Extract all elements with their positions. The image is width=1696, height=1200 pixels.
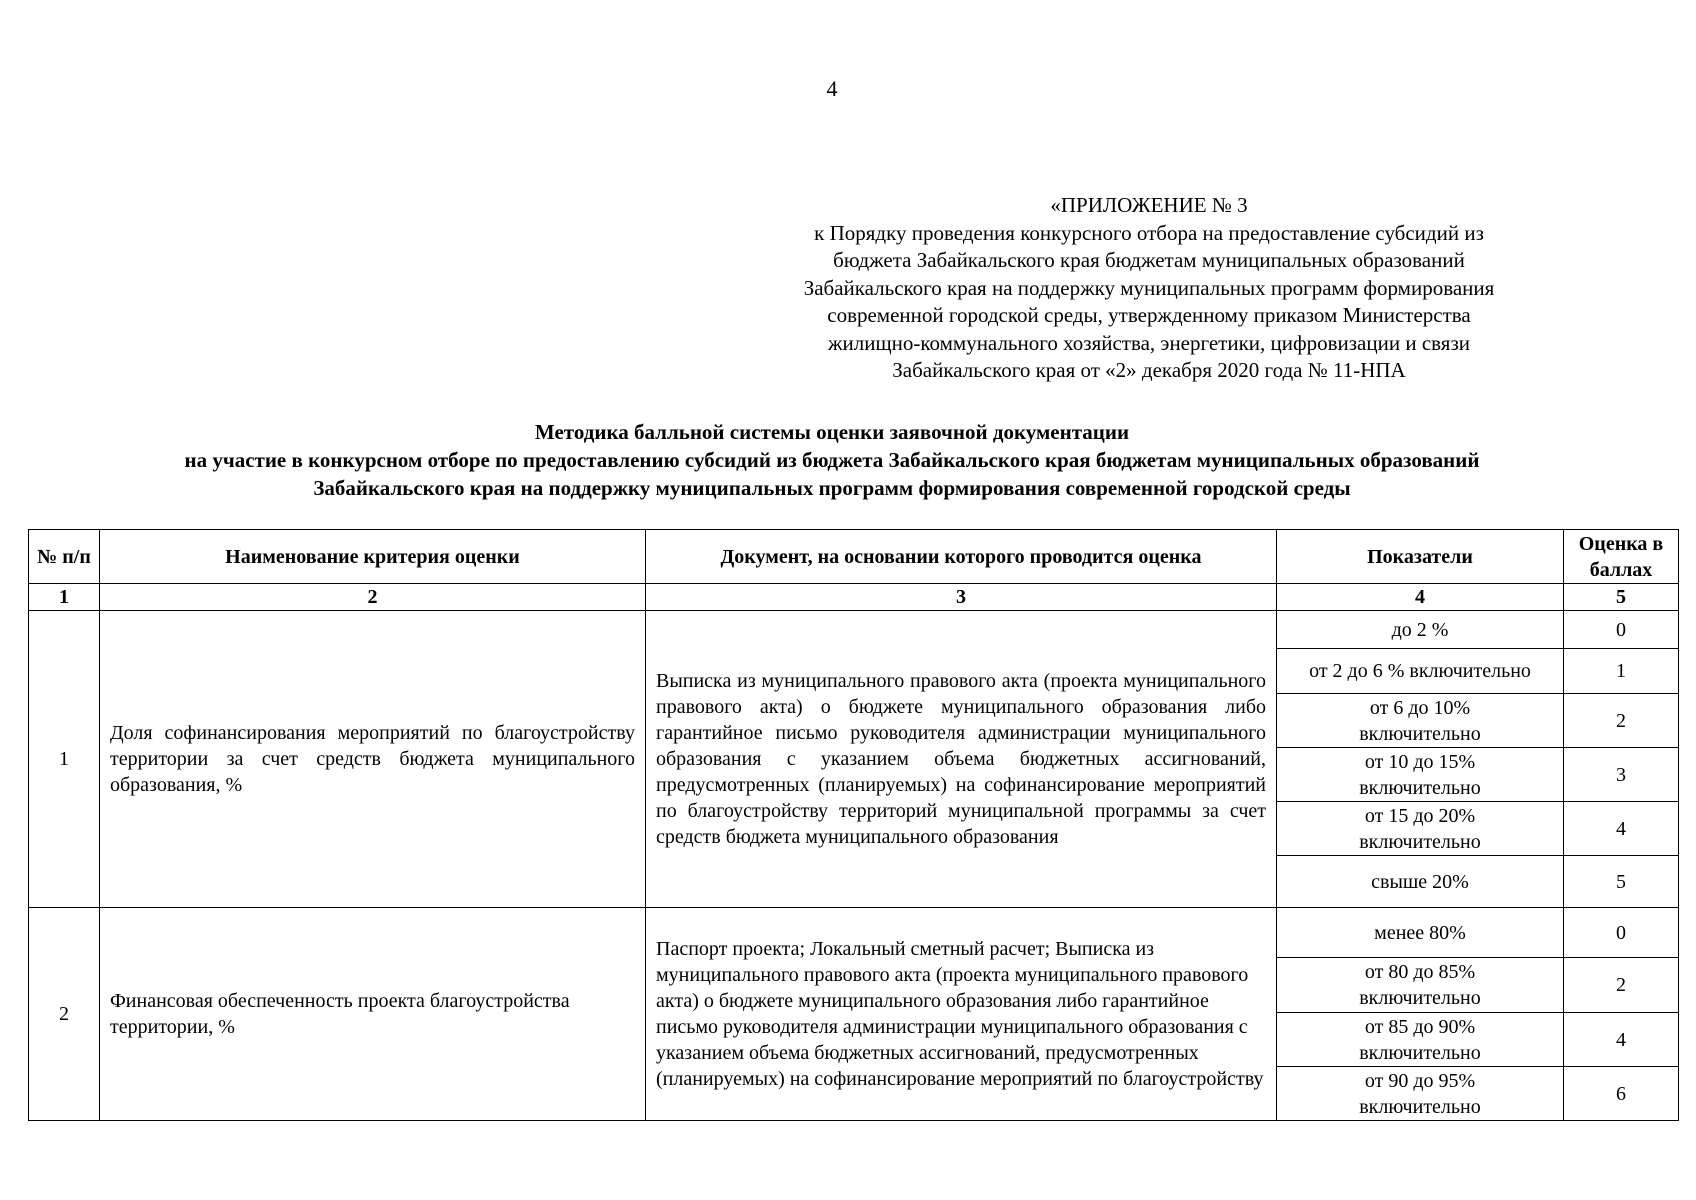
indicator-cell: менее 80%	[1277, 908, 1564, 958]
title-line: Забайкальского края на поддержку муниципальных программ формирования современной городской среды	[313, 476, 1351, 500]
criterion-cell: Доля софинансирования мероприятий по благоустройству территории за счет средств бюджета муниципального образования, %	[100, 611, 646, 908]
header-indicators: Показатели	[1277, 530, 1564, 584]
appendix-line: «ПРИЛОЖЕНИЕ № 3	[1050, 193, 1248, 217]
score-cell: 3	[1564, 748, 1679, 802]
header-criterion: Наименование критерия оценки	[100, 530, 646, 584]
title-line: на участие в конкурсном отборе по предоставлению субсидий из бюджета Забайкальского края бюджетам муниципальных образований	[184, 448, 1480, 472]
table-row	[29, 908, 1679, 958]
score-cell: 4	[1564, 1013, 1679, 1067]
indicator-cell: от 90 до 95% включительно	[1277, 1067, 1564, 1121]
title-line: Методика балльной системы оценки заявочной документации	[534, 420, 1130, 444]
appendix-line: бюджета Забайкальского края бюджетам муниципальных образований	[833, 248, 1465, 272]
score-cell: 4	[1564, 802, 1679, 856]
indicator-cell: свыше 20%	[1277, 856, 1564, 908]
score-cell: 1	[1564, 649, 1679, 694]
indicator-cell: до 2 %	[1277, 611, 1564, 649]
header-document: Документ, на основании которого проводится оценка	[646, 530, 1277, 584]
criterion-cell: Финансовая обеспеченность проекта благоустройства территории, %	[100, 908, 646, 1121]
column-number-row	[29, 584, 1679, 611]
row-num: 1	[29, 611, 100, 908]
document-title	[0, 418, 1664, 502]
indicator-cell: от 85 до 90% включительно	[1277, 1013, 1564, 1067]
appendix-line: к Порядку проведения конкурсного отбора на предоставление субсидий из	[814, 220, 1484, 245]
appendix-line: жилищно-коммунального хозяйства, энергетики, цифровизации и связи	[828, 330, 1470, 355]
document-cell: Выписка из муниципального правового акта (проекта муниципального правового акта) о бюджете муниципального образования либо гарантийное письмо руководителя администрации муниципального образования с указанием объема бюджетных ассигнований, предусмотренных (планируемых) на софинансирование мероприятий по благоустройству территорий муниципальной программы за счет средств бюджета муниципального образования	[646, 611, 1277, 908]
column-number: 1	[29, 584, 100, 611]
column-number: 4	[1277, 584, 1564, 611]
document-cell: Паспорт проекта; Локальный сметный расчет; Выписка из муниципального правового акта (проекта муниципального правового акта) о бюджете муниципального образования либо гарантийное письмо руководителя администрации муниципального образования с указанием объема бюджетных ассигнований, предусмотренных (планируемых) на софинансирование мероприятий по благоустройству	[646, 908, 1277, 1121]
appendix-reference	[780, 192, 1518, 385]
appendix-line: Забайкальского края от «2» декабря 2020 года № 11-НПА	[892, 358, 1406, 382]
page-number: 4	[826, 76, 838, 101]
indicator-cell: от 2 до 6 % включительно	[1277, 649, 1564, 694]
score-cell: 6	[1564, 1067, 1679, 1121]
indicator-cell: от 15 до 20% включительно	[1277, 802, 1564, 856]
row-num: 2	[29, 908, 100, 1121]
criteria-table	[28, 529, 1679, 1121]
header-score: Оценка в баллах	[1564, 530, 1679, 584]
score-cell: 0	[1564, 611, 1679, 649]
indicator-cell: от 6 до 10% включительно	[1277, 694, 1564, 748]
score-cell: 2	[1564, 694, 1679, 748]
appendix-line: современной городской среды, утвержденному приказом Министерства	[827, 303, 1471, 327]
score-cell: 2	[1564, 958, 1679, 1013]
column-number: 3	[646, 584, 1277, 611]
column-number: 5	[1564, 584, 1679, 611]
table-row	[29, 611, 1679, 649]
score-cell: 5	[1564, 856, 1679, 908]
indicator-cell: от 10 до 15% включительно	[1277, 748, 1564, 802]
column-number: 2	[100, 584, 646, 611]
indicator-cell: от 80 до 85% включительно	[1277, 958, 1564, 1013]
score-cell: 0	[1564, 908, 1679, 958]
appendix-line: Забайкальского края на поддержку муниципальных программ формирования	[803, 275, 1495, 300]
table-header-row	[29, 530, 1679, 584]
header-num: № п/п	[29, 530, 100, 584]
